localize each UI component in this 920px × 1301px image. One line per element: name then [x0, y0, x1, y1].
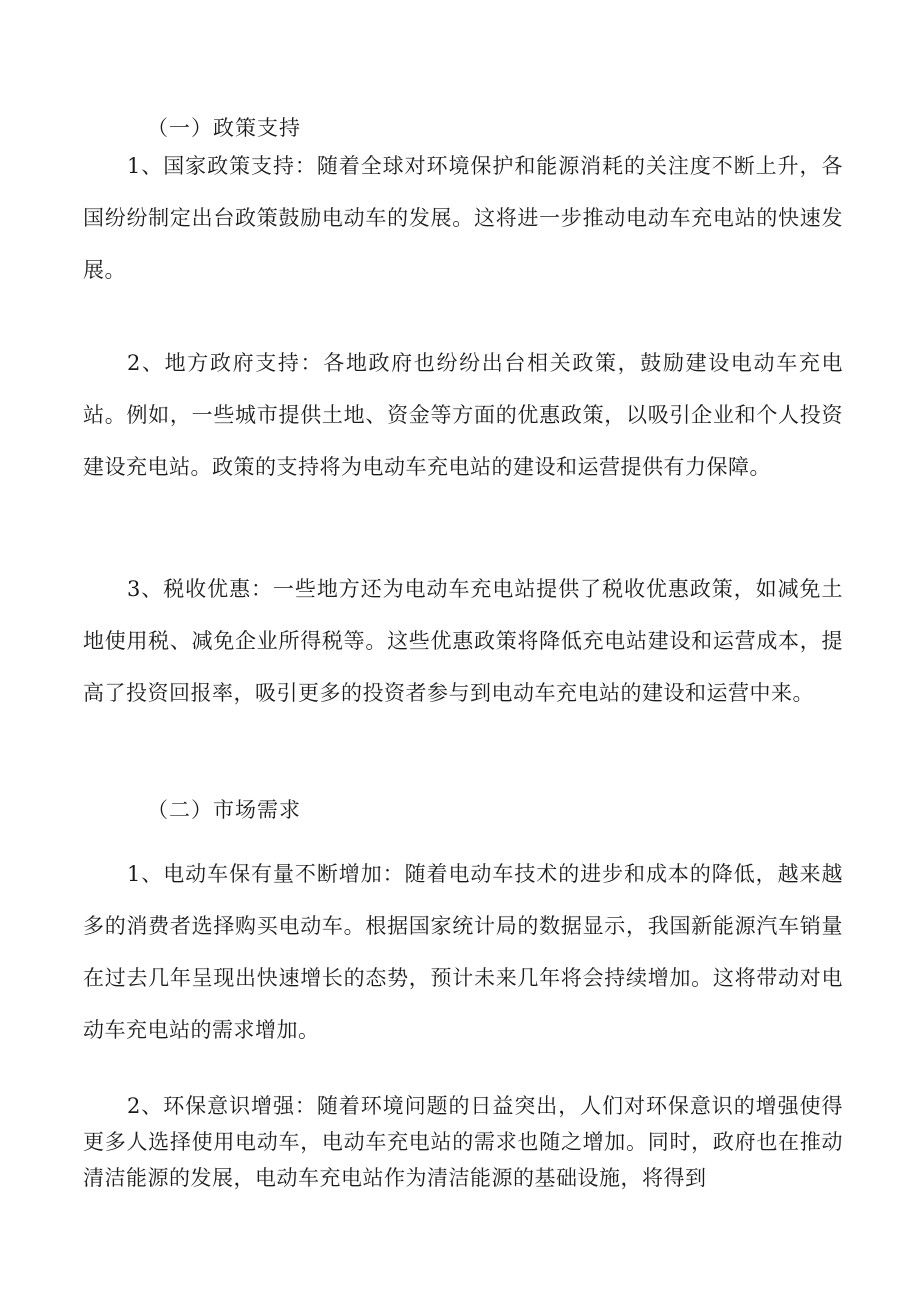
paragraph-local-government: 2、地方政府支持：各地政府也纷纷出台相关政策，鼓励建设电动车充电站。例如，一些城市提供土地、资金等方面的优惠政策，以吸引企业和个人投资建设充电站。政策的支持将为电动车充电站的建设和运营提供有力保障。 — [83, 351, 843, 479]
paragraph-ev-ownership: 1、电动车保有量不断增加：随着电动车技术的进步和成本的降低，越来越多的消费者选择购买电动车。根据国家统计局的数据显示，我国新能源汽车销量在过去几年呈现出快速增长的态势，预计未来几年将会持续增加。这将带动对电动车充电站的需求增加。 — [83, 862, 843, 1042]
paragraph-national-policy: 1、国家政策支持：随着全球对环境保护和能源消耗的关注度不断上升，各国纷纷制定出台政策鼓励电动车的发展。这将进一步推动电动车充电站的快速发展。 — [83, 154, 843, 282]
section-heading-policy-support: （一）政策支持 — [147, 116, 301, 140]
paragraph-environmental-awareness: 2、环保意识增强：随着环境问题的日益突出，人们对环保意识的增强使得更多人选择使用电动车，电动车充电站的需求也随之增加。同时，政府也在推动清洁能源的发展，电动车充电站作为清洁能源的基础设施，将得到 — [83, 1094, 843, 1190]
section-heading-market-demand: （二）市场需求 — [147, 798, 301, 822]
paragraph-tax-incentives: 3、税收优惠：一些地方还为电动车充电站提供了税收优惠政策，如减免土地使用税、减免企业所得税等。这些优惠政策将降低充电站建设和运营成本，提高了投资回报率，吸引更多的投资者参与到电动车充电站的建设和运营中来。 — [83, 577, 843, 705]
